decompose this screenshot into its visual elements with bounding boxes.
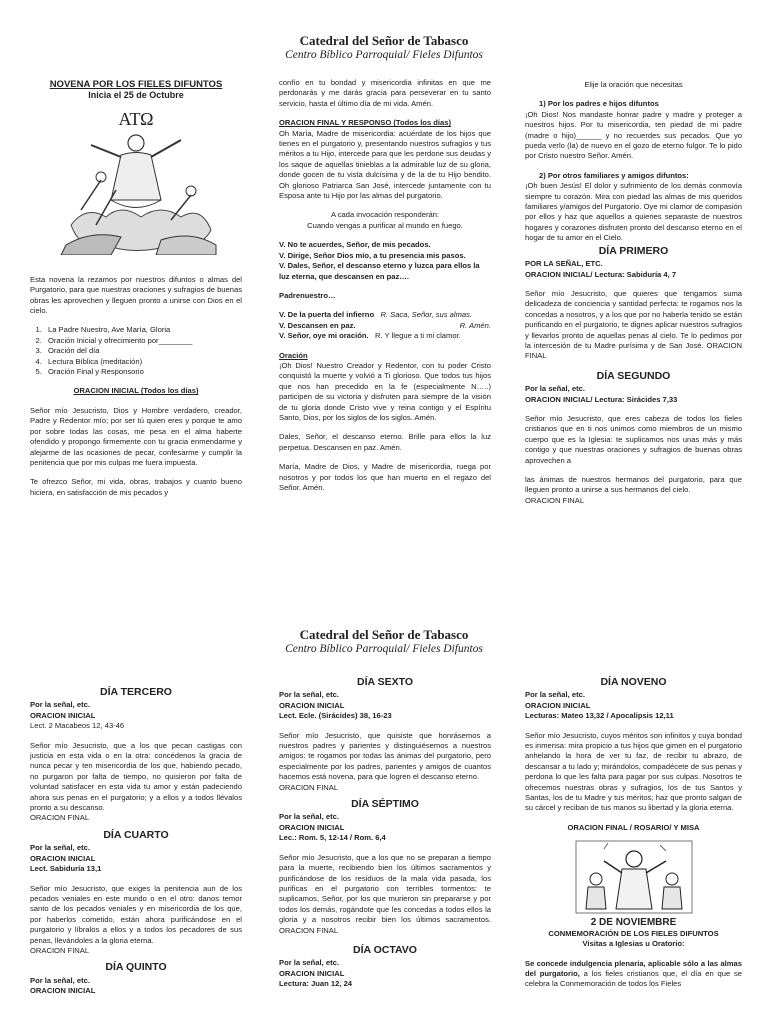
dia-tercero-final: ORACION FINAL: [30, 813, 90, 823]
oracion-inicial-text: Señor mío Jesucristo, Dios y Hombre verdadero, creador, Padre y Redentor mío; por ser tú quien eres y porque te amo por sobre todas las cosas, me pesa en el alma haberte ofendido y propongo firmemente con tu gracia enmendarme y alejarme de las ocasiones de pecar, confesarme y cumplir la penitencia que por mis culpas me fuera impuesta.: [30, 405, 242, 467]
page-header: [0, 33, 768, 61]
dia-octavo-title: DÍA OCTAVO: [353, 943, 417, 956]
dia-tercero-title: DÍA TERCERO: [100, 686, 172, 698]
header-subtitle: Centro Bíblico Parroquial/ Fieles Difuntos: [285, 643, 483, 655]
oracion-inicial-continued: confío en tu bondad y misericordia infinitas en que me perdonarás y me darás gracia para perseverar en tu santo servicio, hasta el último día de mi vida. Amén.: [279, 78, 491, 108]
novena-intro: Esta novena la rezamos por nuestros difuntos o almas del Purgatorio, para que nuestras oraciones y sufragios de buenas obras les aprovechen y lleguen pronto a unirse con Dios en el cielo.: [30, 274, 242, 316]
nov-subtitle: Visitas a Iglesias u Oratorio:: [582, 939, 685, 949]
dia-tercero-senal: Por la señal, etc.: [30, 700, 90, 710]
column-1: [30, 80, 242, 507]
dia-tercero-inicial: ORACION INICIAL: [30, 710, 96, 720]
dia-noveno-text: Señor mío Jesucristo, cuyos méritos son infinitos y cuya bondad es inmensa: mira propicio a tus hijos que gimen en el purgatorio anhelando la hora de ver tu faz, de recibir tu abrazo, de descansar a tu lado y; mirándolos, compadécete de sus penas y perdona lo que les falta para pagar por sus culpas. Nosotros te ofrecemos nuestras obras y sufragios, los de tus Santos y Santas, los de tu Madre y tus méritos; haz que pronto salgan de su cárcel y reciban de tus manos su libertad y la gloria eterna.: [525, 730, 742, 813]
oracion-final-title: ORACION FINAL Y RESPONSO (Todos los días): [279, 118, 452, 128]
novena-start: Inicia el 25 de Octubre: [88, 90, 184, 101]
list-item: 5. Oración Final y Responsorio: [44, 367, 242, 377]
versicle-1: V. No te acuerdes, Señor, de mis pecados.: [279, 240, 431, 250]
column-2: [279, 673, 491, 990]
alpha-omega-label: ΑΤΩ: [118, 108, 154, 129]
list-item: 3. Oración del día: [44, 346, 242, 356]
invocacion-note: A cada invocación responderán:: [330, 210, 440, 220]
dia-octavo-senal: Por la señal, etc.: [279, 958, 339, 968]
dia-primero-title: DÍA PRIMERO: [598, 244, 669, 257]
dia-segundo-title: DÍA SEGUNDO: [596, 369, 671, 382]
dia-tercero-text: Señor mío Jesucristo, que a los que pecan castigas con justicia en esta vida o en la otra: concédenos la gracia de nunca pecar y ten misericordia de los que, habiendo pecado, no purgaron por falta de tiempo, no quisieron por falta de voluntad satisfacer en esta vida tu amor y están padeciendo ahora sus penas en el purgatorio; y a ellos y a todos llévalos pronto a su descanso.: [30, 740, 242, 813]
column-2: [279, 78, 491, 502]
ofrecimiento-text: Te ofrezco Señor, mi vida, obras, trabajos y cuanto bueno hiciera, en satisfacción de mis pecados y: [30, 477, 242, 497]
list-item: 2. Oración Inicial y ofrecimiento por________: [44, 336, 242, 346]
novena-steps-list: [44, 325, 242, 377]
dia-cuarto-senal: Por la señal, etc.: [30, 843, 90, 853]
versicle-3: V. Dales, Señor, el descanso eterno y luzca para ellos la luz eterna, que descansen en paz….: [279, 261, 480, 281]
dia-septimo-inicial: ORACION INICIAL: [279, 822, 345, 832]
nov-date: 2 DE NOVIEMBRE: [590, 917, 677, 929]
maria-text: María, Madre de Dios, y Madre de misericordia, ruega por nosotros y por todos los que han muerto en el regazo del Señor. Amén.: [279, 462, 491, 492]
column-1: [30, 683, 242, 997]
dia-septimo-senal: Por la señal, etc.: [279, 812, 339, 822]
versicle-response-3: V. Señor, oye mi oración. R. Y llegue a ti mi clamor.: [279, 331, 461, 341]
dia-segundo-text: Señor mío Jesucristo, que eres cabeza de todos los fieles cristianos que en ti nos unimos como miembros de un mismo cuerpo que es la Iglesia: te suplicamos nos unas más y más contigo y que nuestras oraciones y sufragios de buenas obras aprovechen a: [525, 413, 742, 465]
header-title: Catedral del Señor de Tabasco: [299, 627, 469, 642]
dia-sexto-lectura: Lect. Ecle. (Sirácides) 38, 16-23: [279, 711, 392, 721]
dia-octavo-lectura: Lectura: Juan 12, 24: [279, 979, 353, 989]
dia-primero-text: Señor mío Jesucristo, que quieres que tengamos suma delicadeza de conciencia y santidad perfecta: te rogamos nos la concedas a nosotros, y a los que por no haberla tenido se están purificando en el purgatorio, te dignes aplicar nuestros sufragios y llevarlos pronto de aquellas penas al cielo. Te lo pedimos por la intercesión de tu Madre purísima y de San José. ORACION FINAL: [525, 288, 742, 361]
dia-octavo-inicial: ORACION INICIAL: [279, 968, 345, 978]
saints-illustration: [525, 839, 742, 915]
dia-noveno-final: ORACION FINAL / ROSARIO/ Y MISA: [567, 822, 700, 832]
dia-septimo-text: Señor mío Jesucristo, que a los que no se preparan a tiempo para la muerte, recibiendo bien los últimos sacramentos y purificándose de los residuos de la mala vida pasada, los purificas en el purgatorio con terribles tormentos: te suplicamos, Señor, por los que murieron sin prepararse y por todos los demás, rogándote que les concedas a todos ellos la gloria y a nosotros recibir bien los últimos sacramentos. ORACION FINAL: [279, 852, 491, 935]
novena-title: NOVENA POR LOS FIELES DIFUNTOS: [49, 79, 223, 90]
dia-noveno-senal: Por la señal, etc.: [525, 690, 585, 700]
oracion-title: Oración: [279, 350, 308, 360]
dia-cuarto-inicial: ORACION INICIAL: [30, 853, 96, 863]
invocacion-response: Cuando vengas a purificar al mundo en fuego.: [307, 220, 463, 230]
prayer-1-title: 1) Por los padres e hijos difuntos: [539, 99, 659, 109]
dia-sexto-senal: Por la señal, etc.: [279, 690, 339, 700]
dia-sexto-text: Señor mío Jesucristo, que quisiste que honrásemos a nuestros padres y parientes y distinguiésemos a nuestros amigos: te rogamos por todas las ánimas del purgatorio, pero especialmente por los padres, parientes y amigos de cuantos hacemos está novena, para que logren el descanso eterno.: [279, 730, 491, 782]
dia-septimo-lectura: Lec.: Rom. 5, 12-14 / Rom. 6,4: [279, 833, 386, 843]
page-header: [0, 627, 768, 655]
prayer-2-text: ¡Oh buen Jesús! El dolor y sufrimiento de los demás conmovía siempre tu corazón. Mira con piedad las almas de mis queridos familiares y/amigos del Purgatorio. Oye mi clamor de compasión por ellos y haz que aquellos a quienes separaste de nuestros hogares y corazones disfruten pronto del descanso eterno en el hogar de tu amor en el Cielo.: [525, 181, 742, 243]
versicle-response-1: V. De la puerta del infierno R. Saca, Señor, sus almas.: [279, 310, 473, 320]
souls-illustration: [30, 105, 242, 255]
header-title: Catedral del Señor de Tabasco: [299, 33, 469, 48]
header-subtitle: Centro Bíblico Parroquial/ Fieles Difuntos: [285, 49, 483, 61]
dia-quinto-senal: Por la señal, etc.: [30, 975, 90, 985]
dia-segundo-text-2: las ánimas de nuestros hermanos del purgatorio, para que lleguen pronto a unirse a sus hermanos del cielo.: [525, 475, 742, 495]
dia-primero-lectura: ORACION INICIAL/ Lectura: Sabiduría 4, 7: [525, 269, 677, 279]
dia-cuarto-title: DÍA CUARTO: [103, 828, 169, 841]
dia-sexto-final: ORACION FINAL: [279, 782, 339, 792]
dia-noveno-inicial: ORACION INICIAL: [525, 700, 591, 710]
list-item: 1. La Padre Nuestro, Ave María, Gloria: [44, 325, 242, 335]
dia-sexto-inicial: ORACION INICIAL: [279, 700, 345, 710]
versicle-2: V. Dirige, Señor Dios mío, a tu presencia mis pasos.: [279, 250, 466, 260]
dia-segundo-senal: Por la señal, etc.: [525, 384, 585, 394]
column-3: [525, 673, 742, 999]
dia-segundo-final: ORACION FINAL: [525, 495, 585, 505]
dia-tercero-lectura: Lect. 2 Macabeos 12, 43-46: [30, 721, 125, 731]
dia-cuarto-text: Señor mío Jesucristo, que exiges la penitencia aun de los pecados veniales en este mundo o en el otro: danos temor santo de los pecados veniales y en misericordia de los que, por haberlos cometido, están ahora purificándose en el purgatorio y líbralos a ellos y a todos los pecadores de sus penas, llevándoles a la gloria eterna.: [30, 883, 242, 945]
prayer-2-title: 2) Por otros familiares y amigos difuntos:: [539, 170, 689, 180]
versicle-response-2: V. Descansen en paz. R. Amén.: [279, 320, 491, 330]
list-item: 4. Lectura Bíblica (meditación): [44, 357, 242, 367]
dia-segundo-lectura: ORACION INICIAL/ Lectura: Sirácides 7,33: [525, 394, 678, 404]
dia-quinto-inicial: ORACION INICIAL: [30, 986, 96, 996]
dales-text: Dales, Señor, el descanso eterno. Brille para ellos la luz perpetua. Descansen en paz. Amén.: [279, 432, 491, 452]
prayer-1-text: ¡Oh Dios! Nos mandaste honrar padre y madre y proteger a nuestros hijos. Por tu misericordia, ten piedad de mi padre (madre o hijo)______ y no recuerdes sus pecados. Que yo pueda verlo (la) de nuevo en el gozo de eterno fulgor. Te lo pido por Cristo nuestro Señor. Amén.: [525, 109, 742, 161]
dia-noveno-title: DÍA NOVENO: [600, 676, 667, 688]
nov-title: CONMEMORACIÓN DE LOS FIELES DIFUNTOS: [548, 928, 719, 938]
indulgencia-text: Se concede indulgencia plenaria, aplicable sólo a las almas del purgatorio, a los fieles cristianos que, el día en que se celebra la Conmemoración de todos los Fieles: [525, 958, 743, 989]
dia-cuarto-final: ORACION FINAL: [30, 945, 90, 955]
dia-sexto-title: DÍA SEXTO: [356, 676, 413, 688]
padrenuestro: Padrenuestro…: [279, 290, 336, 300]
oracion-text: ¡Oh Dios! Nuestro Creador y Redentor, con tu poder Cristo conquistó la muerte y volvió a Ti glorioso. Que todos tus hijos que nos han precedido en la fe (especialmente N…..) participen de su victoria y disfruten para siempre de la visión de tu gloria donde Cristo vive y reina contigo y el Espíritu Santo, Dios, por los siglos de los siglos. Amén.: [279, 360, 491, 422]
dia-cuarto-lectura: Lect. Sabiduría 13,1: [30, 864, 102, 874]
oracion-final-text: Oh María, Madre de misericordia: acuérdate de los hijos que tienes en el purgatorio y, presentando nuestros sufragios y tus méritos a tu Hijo, intercede para que les perdone sus deudas y los saque de aquellas tinieblas a la admirable luz de su gloria, donde gocen de tu vista dulcísima y de la de tu Hijo bendito. Oh glorioso Patriarca San José, intercede juntamente con tu Esposa ante tu Hijo por las almas del purgatorio.: [279, 128, 491, 201]
dia-noveno-lectura: Lecturas: Mateo 13,32 / Apocalipsis 12,11: [525, 711, 674, 721]
elije-heading: Elije la oración que necesitas: [584, 80, 683, 89]
oracion-inicial-title: ORACION INICIAL (Todos los días): [73, 386, 199, 396]
dia-septimo-title: DÍA SÉPTIMO: [351, 798, 419, 811]
dia-quinto-title: DÍA QUINTO: [105, 961, 167, 974]
page-two: [0, 615, 768, 1024]
column-3: [525, 80, 742, 506]
dia-primero-senal: POR LA SEÑAL, ETC.: [525, 259, 603, 269]
